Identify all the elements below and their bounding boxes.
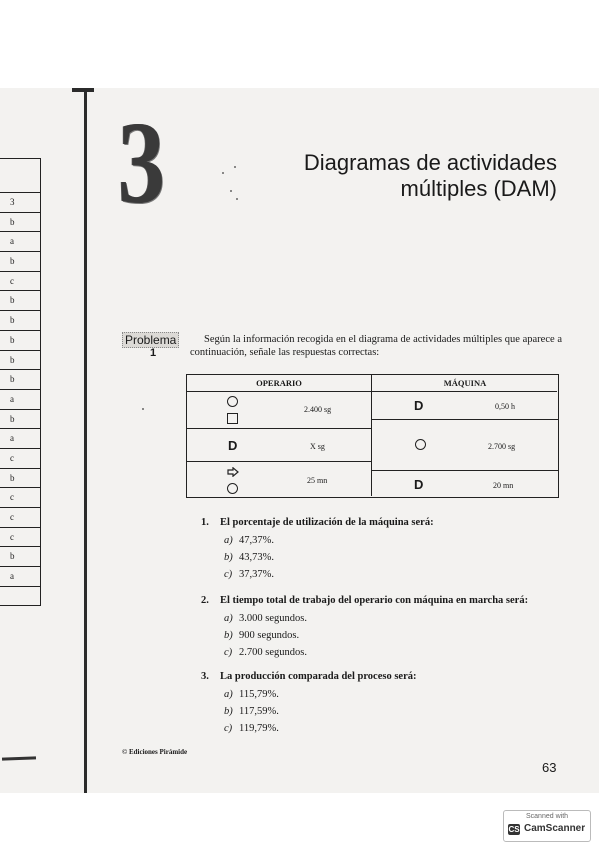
answer-cell: 3 xyxy=(0,193,40,213)
answer-column xyxy=(0,158,41,606)
speck xyxy=(234,166,236,168)
option-letter: b) xyxy=(224,552,233,563)
machine-time-1: 0,50 h xyxy=(495,402,515,411)
answer-cell: a xyxy=(0,567,40,587)
book-spine-top-mark xyxy=(72,88,94,92)
option-text: 37,37%. xyxy=(239,569,274,580)
question-3 xyxy=(201,671,561,682)
dam-table xyxy=(186,374,559,498)
answer-cell: b xyxy=(0,370,40,390)
answer-cell: b xyxy=(0,469,40,489)
operator-time-2: X sg xyxy=(310,442,325,451)
answer-cell: a xyxy=(0,232,40,252)
problem-label: Problema xyxy=(122,332,179,348)
column-divider xyxy=(371,375,372,496)
speck xyxy=(142,408,144,410)
scanner-caption: Scanned with xyxy=(526,813,569,820)
machine-row-divider xyxy=(372,419,558,420)
option-text: 117,59%. xyxy=(239,706,279,717)
camscanner-badge xyxy=(503,810,591,842)
question-1 xyxy=(201,517,561,528)
machine-header: MÁQUINA xyxy=(443,378,487,388)
answer-cell: c xyxy=(0,488,40,508)
book-spine-line xyxy=(84,88,87,793)
answer-cell: b xyxy=(0,547,40,567)
answer-cell: c xyxy=(0,508,40,528)
question-text: La producción comparada del proceso será: xyxy=(220,671,417,682)
question-text: El tiempo total de trabajo del operario con máquina en marcha será: xyxy=(220,595,529,606)
option-text: 900 segundos. xyxy=(239,630,300,641)
option-letter: b) xyxy=(224,630,233,641)
option-text: 119,79%. xyxy=(239,723,279,734)
option-letter: b) xyxy=(224,706,233,717)
chapter-title-line-2: múltiples (DAM) xyxy=(400,176,557,201)
option xyxy=(224,647,307,658)
option-text: 3.000 segundos. xyxy=(239,613,307,624)
operator-time-3: 25 mn xyxy=(307,476,328,485)
answer-cell: b xyxy=(0,311,40,331)
answer-cell: b xyxy=(0,331,40,351)
speck xyxy=(222,172,224,174)
question-number: 1. xyxy=(201,517,209,528)
circle-operation-icon xyxy=(415,439,426,450)
option-letter: c) xyxy=(224,647,233,658)
answer-cell: b xyxy=(0,252,40,272)
problem-number: 1 xyxy=(150,347,157,359)
option-letter: c) xyxy=(224,723,233,734)
chapter-title-line-1: Diagramas de actividades xyxy=(303,150,557,175)
chapter-number: 3 xyxy=(118,97,162,228)
option xyxy=(224,613,307,624)
problem-statement xyxy=(190,333,562,359)
question-text: El porcentaje de utilización de la máquina será: xyxy=(220,517,434,528)
option-letter: a) xyxy=(224,535,233,546)
answer-column-header xyxy=(0,159,40,193)
option xyxy=(224,535,274,546)
machine-row-divider xyxy=(372,470,558,471)
d-delay-icon: D xyxy=(228,438,238,453)
d-delay-icon: D xyxy=(414,477,424,492)
answer-cell: b xyxy=(0,291,40,311)
option-letter: a) xyxy=(224,689,233,700)
answer-cell: b xyxy=(0,351,40,371)
answer-cell xyxy=(0,587,40,607)
page-number: 63 xyxy=(542,760,557,775)
camscanner-logo-icon: CS xyxy=(508,825,520,834)
question-2 xyxy=(201,595,561,606)
option xyxy=(224,569,274,580)
circle-operation-icon xyxy=(227,483,238,494)
option xyxy=(224,630,299,641)
answer-cell: a xyxy=(0,429,40,449)
answer-cell: b xyxy=(0,410,40,430)
scanner-brand: CamScanner xyxy=(524,823,586,834)
option xyxy=(224,552,274,563)
chapter-title xyxy=(237,150,557,202)
answer-cell: c xyxy=(0,528,40,548)
answer-cell: c xyxy=(0,449,40,469)
option xyxy=(224,689,279,700)
option xyxy=(224,723,279,734)
option-letter: c) xyxy=(224,569,233,580)
d-delay-icon: D xyxy=(414,398,424,413)
option-text: 2.700 segundos. xyxy=(239,647,307,658)
operator-time-1: 2.400 sg xyxy=(304,405,332,414)
publisher-footer: © Ediciones Pirámide xyxy=(122,748,188,756)
operator-row-divider xyxy=(187,461,371,462)
option xyxy=(224,706,279,717)
operator-header: OPERARIO xyxy=(256,378,302,388)
question-number: 2. xyxy=(201,595,209,606)
option-text: 47,37%. xyxy=(239,535,274,546)
arrow-transport-icon xyxy=(227,467,239,477)
answer-cell: b xyxy=(0,213,40,233)
option-text: 115,79%. xyxy=(239,689,279,700)
answer-cell: c xyxy=(0,272,40,292)
option-text: 43,73%. xyxy=(239,552,274,563)
operator-row-divider xyxy=(187,428,371,429)
question-number: 3. xyxy=(201,671,209,682)
machine-time-2: 2.700 sg xyxy=(488,442,516,451)
speck xyxy=(236,198,238,200)
answer-cell: a xyxy=(0,390,40,410)
problem-text: Según la información recogida en el diagrama de actividades múltiples que aparece a continuación, señale las respuestas correctas: xyxy=(190,334,562,358)
circle-operation-icon xyxy=(227,396,238,407)
speck xyxy=(230,190,232,192)
machine-time-3: 20 mn xyxy=(493,481,514,490)
option-letter: a) xyxy=(224,613,233,624)
square-inspection-icon xyxy=(227,413,238,424)
header-divider xyxy=(187,391,557,392)
